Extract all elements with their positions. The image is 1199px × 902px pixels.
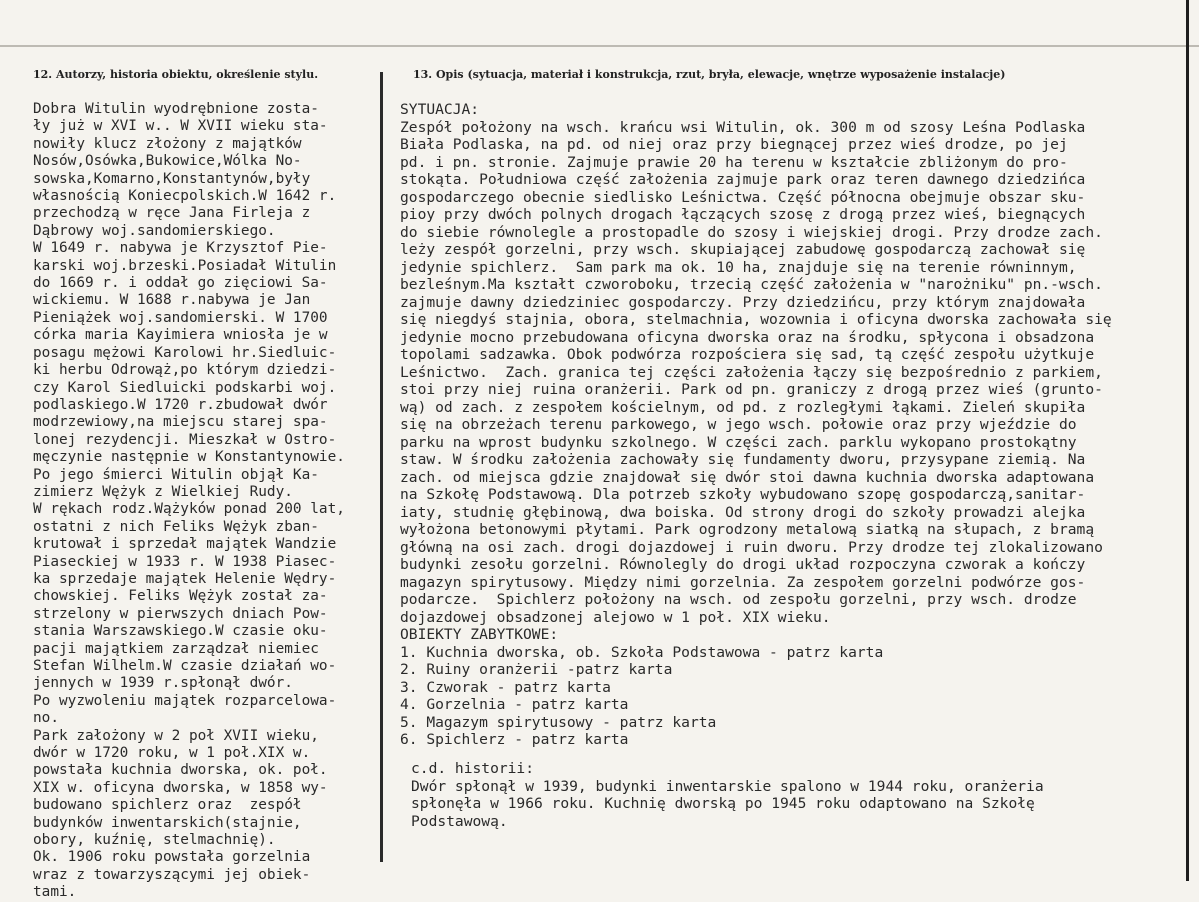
description-line: 1. Kuchnia dworska, ob. Szkoła Podstawowa - patrz karta [400, 643, 884, 661]
description-line: pd. i pn. stronie. Zajmuje prawie 20 ha terenu w kształcie zbliżonym do pro- [400, 153, 1068, 171]
history-line: ki herbu Odrowąż,po którym dziedzi- [33, 362, 337, 379]
description-line: iaty, studnię głębinową, dwa boiska. Od strony drogi do szkoły prowadzi alejka [400, 503, 1086, 521]
history-line: karski woj.brzeski.Posiadał Witulin [33, 257, 337, 274]
history-continuation [411, 760, 1171, 830]
history-line: W 1649 r. nabywa je Krzysztof Pie- [33, 240, 328, 257]
history-line: Park założony w 2 poł XVII wieku, [33, 727, 319, 744]
description-line: jedynie mocno przebudowana oficyna dworska oraz na środku, spłycona i obsadzona [400, 328, 1095, 346]
history-line: krutował i sprzedał majątek Wandzie [33, 536, 337, 553]
section-12-header: 12. Autorzy, historia obiektu, określenie stylu. [33, 68, 319, 81]
description-line: 4. Gorzelnia - patrz karta [400, 696, 629, 713]
continuation-line: c.d. historii: [411, 760, 535, 777]
history-line: Piaseckiej w 1933 r. W 1938 Piasec- [33, 553, 337, 570]
history-line: modrzewiowy,na miejscu starej spa- [33, 414, 328, 431]
history-line: budynków inwentarskich(stajnie, [33, 814, 302, 831]
description-line: 3. Czworak - patrz karta [400, 678, 611, 696]
history-line: chowskiej. Feliks Wężyk został za- [33, 588, 328, 605]
description-line: SYTUACJA: [400, 101, 480, 118]
history-line: ostatni z nich Feliks Wężyk zban- [33, 518, 319, 535]
description-line: staw. W środku założenia zachowały się fundamenty dworu, przysypane ziemią. Na [400, 451, 1086, 468]
description-line: jedynie spichlerz. Sam park ma ok. 10 ha, znajduje się na terenie równinnym, [400, 258, 1077, 276]
history-line: Dąbrowy woj.sandomierskiego. [33, 222, 276, 239]
history-line: do 1669 r. i oddał go zięciowi Sa- [33, 275, 328, 292]
description-line: 6. Spichlerz - patrz karta [400, 731, 629, 748]
history-line: Dobra Witulin wyodrębnione zosta- [33, 101, 319, 117]
history-line: zimierz Wężyk z Wielkiej Rudy. [33, 483, 293, 500]
history-line: Pieniążek woj.sandomierski. W 1700 [33, 309, 328, 326]
history-line: pacji majątkiem zarządzał niemiec [33, 640, 319, 657]
description-line: topolami sadzawka. Obok podwórza rozpościera się sad, tą część zespołu użytkuje [400, 346, 1095, 363]
history-line: obory, kuźnię, stelmachnię). [33, 832, 276, 849]
history-line: strzelony w pierwszych dniach Pow- [33, 605, 328, 622]
description-line: stoi przy niej ruina oranżerii. Park od pn. graniczy z drogą przez wieś (grunto- [400, 381, 1103, 398]
history-line: Po wyzwoleniu majątek rozparcelowa- [33, 692, 337, 709]
description-line: leży zespół gorzelni, przy wsch. skupiającej zabudowę gospodarczą zachował się [400, 241, 1086, 258]
continuation-line: Dwór spłonął w 1939, budynki inwentarskie spalono w 1944 roku, oranżeria [411, 777, 1044, 795]
history-line: przechodzą w ręce Jana Firleja z [33, 205, 311, 222]
history-line: jennych w 1939 r.spłonął dwór. [33, 675, 293, 692]
description-line: do siebie równolegle a prostopadle do szosy i wiejskiej drogi. Przy drodze zach. [400, 223, 1103, 241]
description-line: parku na wprost budynku szkolnego. W części zach. parklu wykopano prostokątny [400, 433, 1077, 451]
description-line: bezleśnym.Ma kształt czworoboku, trzecią część założenia w "narożniku" pn.-wsch. [400, 276, 1103, 293]
history-line: XIX w. oficyna dworska, w 1858 wy- [33, 779, 328, 796]
history-line: czy Karol Siedluicki podskarbi woj. [33, 379, 337, 396]
description-line: gospodarczego obecnie siedlisko Leśnictwa. Część północna obejmuje obszar sku- [400, 188, 1086, 206]
history-line: Ok. 1906 roku powstała gorzelnia [33, 849, 311, 866]
history-line: męczynie następnie w Konstantynowie. [33, 449, 345, 466]
history-line: W rękach rodz.Wążyków ponad 200 lat, [33, 501, 345, 518]
history-line: lonej rezydencji. Mieszkał w Ostro- [33, 431, 337, 448]
history-line: Po jego śmierci Witulin objął Ka- [33, 466, 319, 483]
history-line: budowano spichlerz oraz zespół [33, 797, 302, 814]
history-line: podlaskiego.W 1720 r.zbudował dwór [33, 396, 328, 413]
description-line: pioy przy dwóch polnych drogach łączących szosę z drogą przez wieś, biegnących [400, 206, 1086, 223]
description-line: główną na osi zach. drogi dojazdowej i ruin dworu. Przy drodze tej zlokalizowano [400, 538, 1103, 556]
description-line: stokąta. Południowa część założenia zajmuje park oraz teren dawnego dziedzińca [400, 171, 1086, 188]
history-line: dwór w 1720 roku, w 1 poł.XIX w. [33, 745, 311, 762]
continuation-line: spłonęła w 1966 roku. Kuchnię dworską po 1945 roku odaptowano na Szkołę [411, 795, 1035, 813]
history-line: no. [33, 710, 59, 727]
history-line: powstała kuchnia dworska, ok. poł. [33, 762, 328, 779]
description-line: podarcze. Spichlerz położony na wsch. od zespołu gorzelni, przy wsch. drodze [400, 591, 1077, 608]
history-line: sowska,Komarno,Konstantynów,były [33, 170, 311, 187]
description-line: magazyn spirytusowy. Między nimi gorzelnia. Za zespołem gorzelni podwórze gos- [400, 573, 1086, 591]
history-line: ły już w XVI w.. W XVII wieku sta- [33, 118, 328, 135]
description-column [400, 101, 1190, 749]
history-line: wraz z towarzyszącymi jej obiek- [33, 866, 311, 883]
description-line: 5. Magazym spirytusowy - patrz karta [400, 713, 717, 731]
history-line: własnością Koniecpolskich.W 1642 r. [33, 188, 337, 205]
description-line: wą) od zach. z zespołem kościelnym, od pd. z rozległymi łąkami. Zieleń skupiła [400, 398, 1086, 416]
history-line: Stefan Wilhelm.W czasie działań wo- [33, 658, 337, 674]
description-line: Leśnictwo. Zach. granica tej części założenia łączy się bezpośrednio z parkiem, [400, 363, 1103, 381]
description-line: Biała Podlaska, na pd. od niej oraz przy biegnącej przez wieś drodze, po jej [400, 136, 1068, 153]
history-line: stania Warszawskiego.W czasie oku- [33, 623, 328, 640]
continuation-line: Podstawową. [411, 812, 508, 830]
description-line: OBIEKTY ZABYTKOWE: [400, 626, 559, 643]
history-line: tami. [33, 884, 77, 901]
description-line: zach. od miejsca gdzie znajdował się dwór stoi dawna kuchnia dworska adaptowana [400, 468, 1095, 486]
description-line: 2. Ruiny oranżerii -patrz karta [400, 661, 673, 678]
history-column [33, 101, 383, 902]
history-line: nowiły klucz złożony z majątków [33, 135, 302, 152]
description-line: na Szkołę Podstawową. Dla potrzeb szkoły wybudowano szopę gospodarczą,sanitar- [400, 486, 1086, 503]
description-line: się na obrzeżach terenu parkowego, w jego wsch. połowie oraz przy wjeździe do [400, 416, 1077, 433]
history-line: ka sprzedaje majątek Helenie Wędry- [33, 570, 337, 587]
history-line: wickiemu. W 1688 r.nabywa je Jan [33, 292, 311, 309]
section-13-header: 13. Opis (sytuacja, materiał i konstrukcja, rzut, bryła, elewacje, wnętrze wyposażenie instalacje) [413, 68, 1006, 81]
description-line: Zespół położony na wsch. krańcu wsi Witulin, ok. 300 m od szosy Leśna Podlaska [400, 118, 1086, 136]
description-line: wyłożona betonowymi płytami. Park ogrodzony metalową siatką na słupach, z bramą [400, 521, 1095, 538]
history-line: córka maria Kayimiera wniosła je w [33, 327, 328, 344]
top-rule [0, 45, 1199, 47]
description-line: dojazdowej obsadzonej alejowo w 1 poł. XIX wieku. [400, 608, 831, 626]
history-line: posagu mężowi Karolowi hr.Siedluic- [33, 344, 337, 361]
description-line: się niegdyś stajnia, obora, stelmachnia, wozownia i oficyna dworska zachowała się [400, 311, 1112, 328]
history-line: Nosów,Osówka,Bukowice,Wólka No- [33, 153, 302, 170]
description-line: budynki zesołu gorzelni. Równolegly do drogi układ rozpoczyna czworak a kończy [400, 556, 1086, 573]
description-line: zajmuje dawny dziedziniec gospodarczy. Przy dziedzińcu, przy którym znajdowała [400, 293, 1086, 311]
